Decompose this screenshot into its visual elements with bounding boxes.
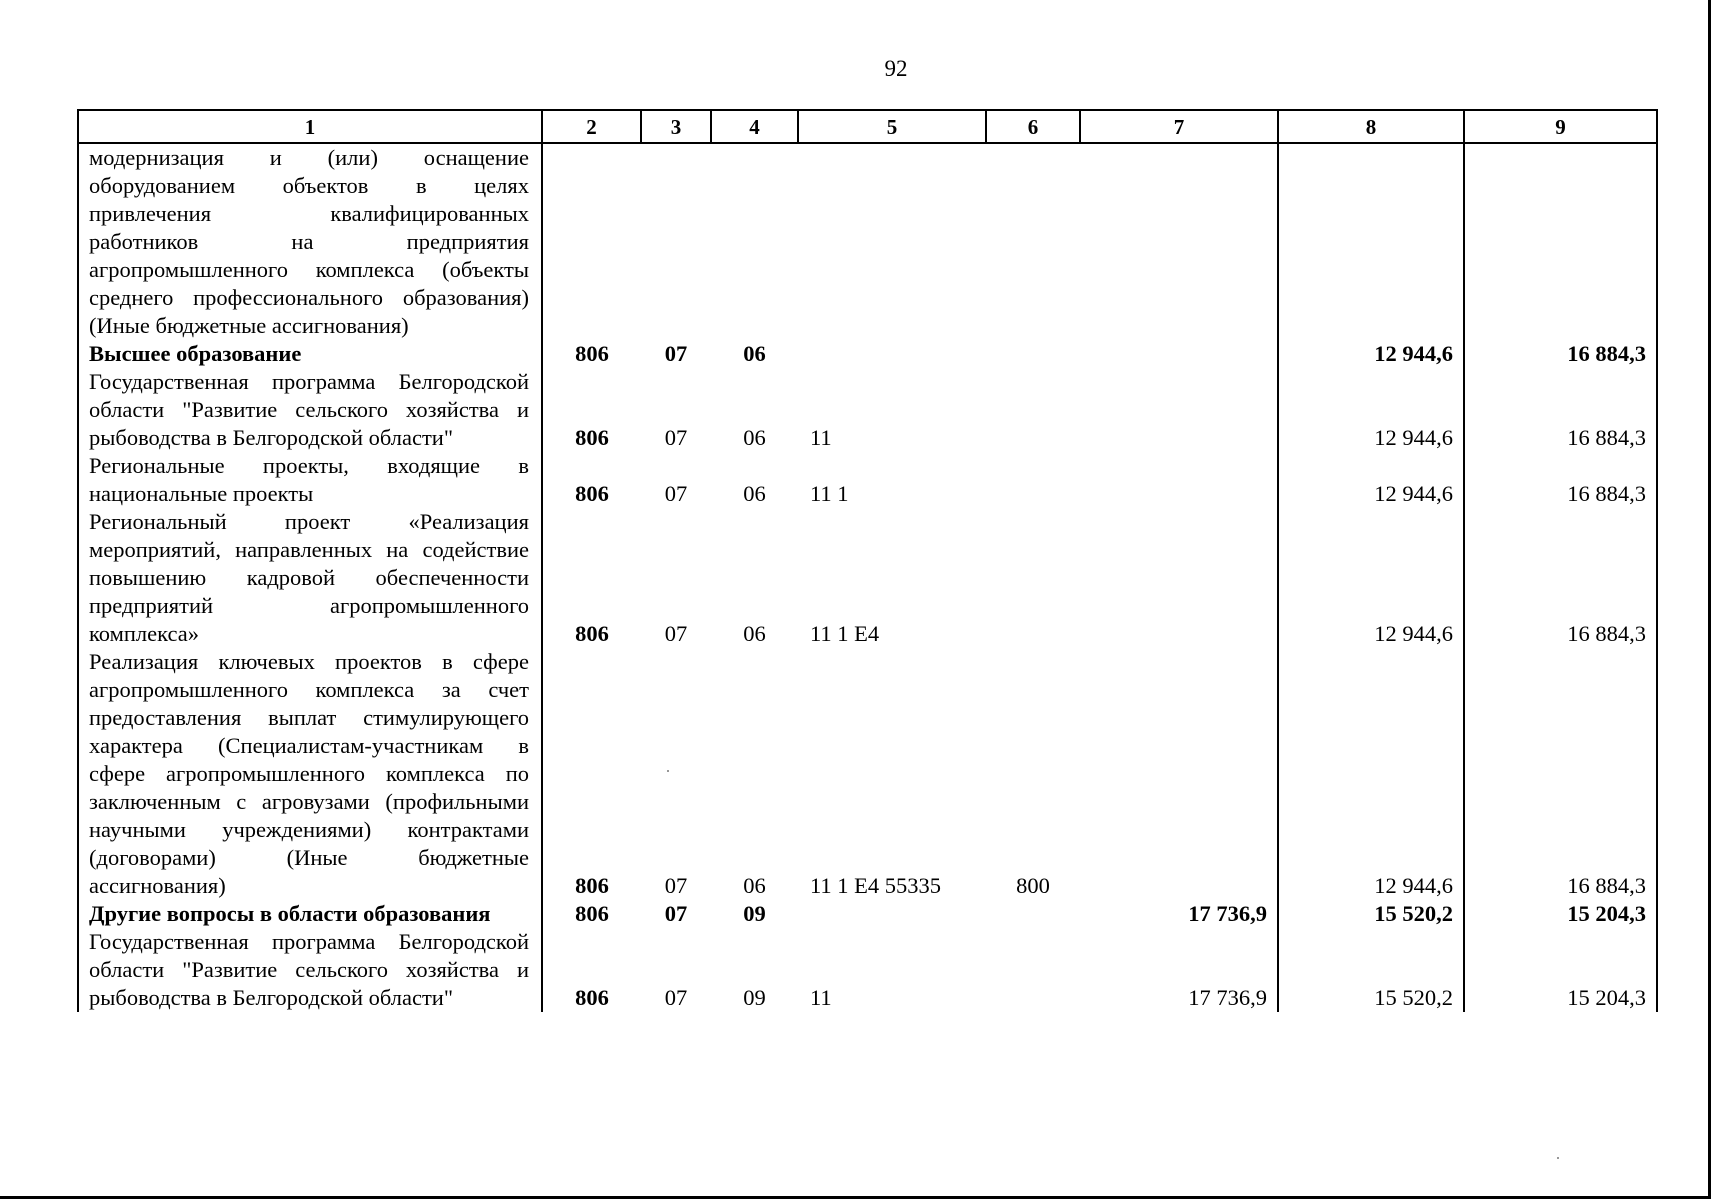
column-header: 3 bbox=[641, 110, 711, 143]
cell-razdel bbox=[641, 143, 711, 340]
cell-amount-8: 12 944,6 bbox=[1278, 340, 1464, 368]
scan-speck bbox=[667, 770, 669, 772]
cell-ved: 806 bbox=[575, 425, 609, 450]
cell-expense-type bbox=[986, 928, 1080, 1012]
cell-podrazdel: 06 bbox=[743, 341, 766, 366]
table-row bbox=[78, 340, 1657, 368]
table-row bbox=[78, 508, 1657, 648]
cell-target-article bbox=[798, 143, 986, 340]
cell-podrazdel: 06 bbox=[743, 873, 766, 898]
cell-razdel: 07 bbox=[664, 873, 688, 898]
cell-ved: 806 bbox=[575, 901, 609, 926]
column-header: 1 bbox=[78, 110, 542, 143]
cell-ved bbox=[542, 143, 641, 340]
column-header: 5 bbox=[798, 110, 986, 143]
column-header: 8 bbox=[1278, 110, 1464, 143]
cell-ved: 806 bbox=[575, 341, 609, 366]
cell-amount-8: 12 944,6 bbox=[1278, 368, 1464, 452]
cell-razdel: 07 bbox=[664, 985, 688, 1010]
cell-amount-7 bbox=[1080, 340, 1278, 368]
column-header: 9 bbox=[1464, 110, 1657, 143]
table-row bbox=[78, 648, 1657, 900]
table-row bbox=[78, 452, 1657, 508]
row-name: Региональный проект «Реализация мероприятий, направленных на содействие повышению кадровой обеспеченности предприятий агропромышленного комплекса» bbox=[78, 508, 542, 648]
cell-expense-type bbox=[986, 340, 1080, 368]
cell-target-article: 11 bbox=[810, 425, 832, 450]
cell-target-article bbox=[798, 900, 986, 928]
cell-expense-type bbox=[986, 452, 1080, 508]
cell-razdel: 07 bbox=[664, 621, 688, 646]
cell-target-article: 11 1 Е4 55335 bbox=[810, 873, 942, 898]
cell-amount-9: 16 884,3 bbox=[1464, 452, 1657, 508]
cell-podrazdel bbox=[711, 143, 798, 340]
cell-amount-9: 15 204,3 bbox=[1464, 900, 1657, 928]
cell-amount-7 bbox=[1080, 368, 1278, 452]
cell-expense-type: 800 bbox=[1016, 873, 1050, 898]
row-name: модернизация и (или) оснащение оборудованием объектов в целях привлечения квалифицированных работников на предприятия агропромышленного комплекса (объекты среднего профессионального образования) (Иные бюджетные ассигнования) bbox=[78, 143, 542, 340]
table-row bbox=[78, 368, 1657, 452]
cell-amount-7 bbox=[1080, 452, 1278, 508]
cell-amount-8: 12 944,6 bbox=[1278, 452, 1464, 508]
cell-ved: 806 bbox=[575, 985, 609, 1010]
page-number: 92 bbox=[884, 56, 908, 81]
cell-target-article: 11 bbox=[810, 985, 832, 1010]
cell-amount-8 bbox=[1278, 143, 1464, 340]
cell-amount-8: 12 944,6 bbox=[1278, 508, 1464, 648]
table-row bbox=[78, 928, 1657, 1012]
cell-amount-9: 16 884,3 bbox=[1464, 508, 1657, 648]
cell-expense-type bbox=[986, 508, 1080, 648]
cell-expense-type bbox=[986, 368, 1080, 452]
row-name: Другие вопросы в области образования bbox=[78, 900, 542, 928]
column-header: 6 bbox=[986, 110, 1080, 143]
cell-amount-7: 17 736,9 bbox=[1080, 928, 1278, 1012]
cell-razdel: 07 bbox=[664, 901, 688, 926]
column-header: 7 bbox=[1080, 110, 1278, 143]
cell-amount-9: 16 884,3 bbox=[1464, 648, 1657, 900]
cell-amount-9 bbox=[1464, 143, 1657, 340]
cell-amount-7 bbox=[1080, 508, 1278, 648]
cell-podrazdel: 06 bbox=[743, 621, 766, 646]
row-name: Высшее образование bbox=[78, 340, 542, 368]
row-name: Региональные проекты, входящие в национальные проекты bbox=[78, 452, 542, 508]
cell-ved: 806 bbox=[575, 873, 609, 898]
column-header: 4 bbox=[711, 110, 798, 143]
cell-target-article bbox=[798, 340, 986, 368]
cell-podrazdel: 06 bbox=[743, 425, 766, 450]
row-name: Государственная программа Белгородской области "Развитие сельского хозяйства и рыбоводства в Белгородской области" bbox=[78, 928, 542, 1012]
budget-table bbox=[77, 109, 1658, 1012]
cell-razdel: 07 bbox=[664, 341, 688, 366]
header-row bbox=[78, 110, 1657, 143]
table-row bbox=[78, 143, 1657, 340]
cell-expense-type bbox=[986, 143, 1080, 340]
cell-amount-7 bbox=[1080, 143, 1278, 340]
cell-amount-8: 15 520,2 bbox=[1278, 900, 1464, 928]
cell-razdel: 07 bbox=[664, 481, 688, 506]
cell-amount-8: 12 944,6 bbox=[1278, 648, 1464, 900]
cell-podrazdel: 09 bbox=[743, 985, 766, 1010]
scan-speck bbox=[1557, 1157, 1559, 1159]
cell-amount-7 bbox=[1080, 648, 1278, 900]
cell-amount-9: 16 884,3 bbox=[1464, 340, 1657, 368]
cell-amount-9: 15 204,3 bbox=[1464, 928, 1657, 1012]
row-name: Государственная программа Белгородской области "Развитие сельского хозяйства и рыбоводства в Белгородской области" bbox=[78, 368, 542, 452]
row-name: Реализация ключевых проектов в сфере агропромышленного комплекса за счет предоставления выплат стимулирующего характера (Специалистам-участникам в сфере агропромышленного комплекса по заключенным с агровузами (профильными научными учреждениями) контрактами (договорами) (Иные бюджетные ассигнования) bbox=[78, 648, 542, 900]
cell-expense-type bbox=[986, 900, 1080, 928]
cell-amount-9: 16 884,3 bbox=[1464, 368, 1657, 452]
cell-target-article: 11 1 bbox=[810, 481, 849, 506]
table-row bbox=[78, 900, 1657, 928]
cell-podrazdel: 06 bbox=[743, 481, 766, 506]
cell-podrazdel: 09 bbox=[743, 901, 766, 926]
column-header: 2 bbox=[542, 110, 641, 143]
cell-target-article: 11 1 Е4 bbox=[810, 621, 880, 646]
cell-ved: 806 bbox=[575, 621, 609, 646]
cell-ved: 806 bbox=[575, 481, 609, 506]
cell-amount-7: 17 736,9 bbox=[1080, 900, 1278, 928]
cell-razdel: 07 bbox=[664, 425, 688, 450]
cell-amount-8: 15 520,2 bbox=[1278, 928, 1464, 1012]
